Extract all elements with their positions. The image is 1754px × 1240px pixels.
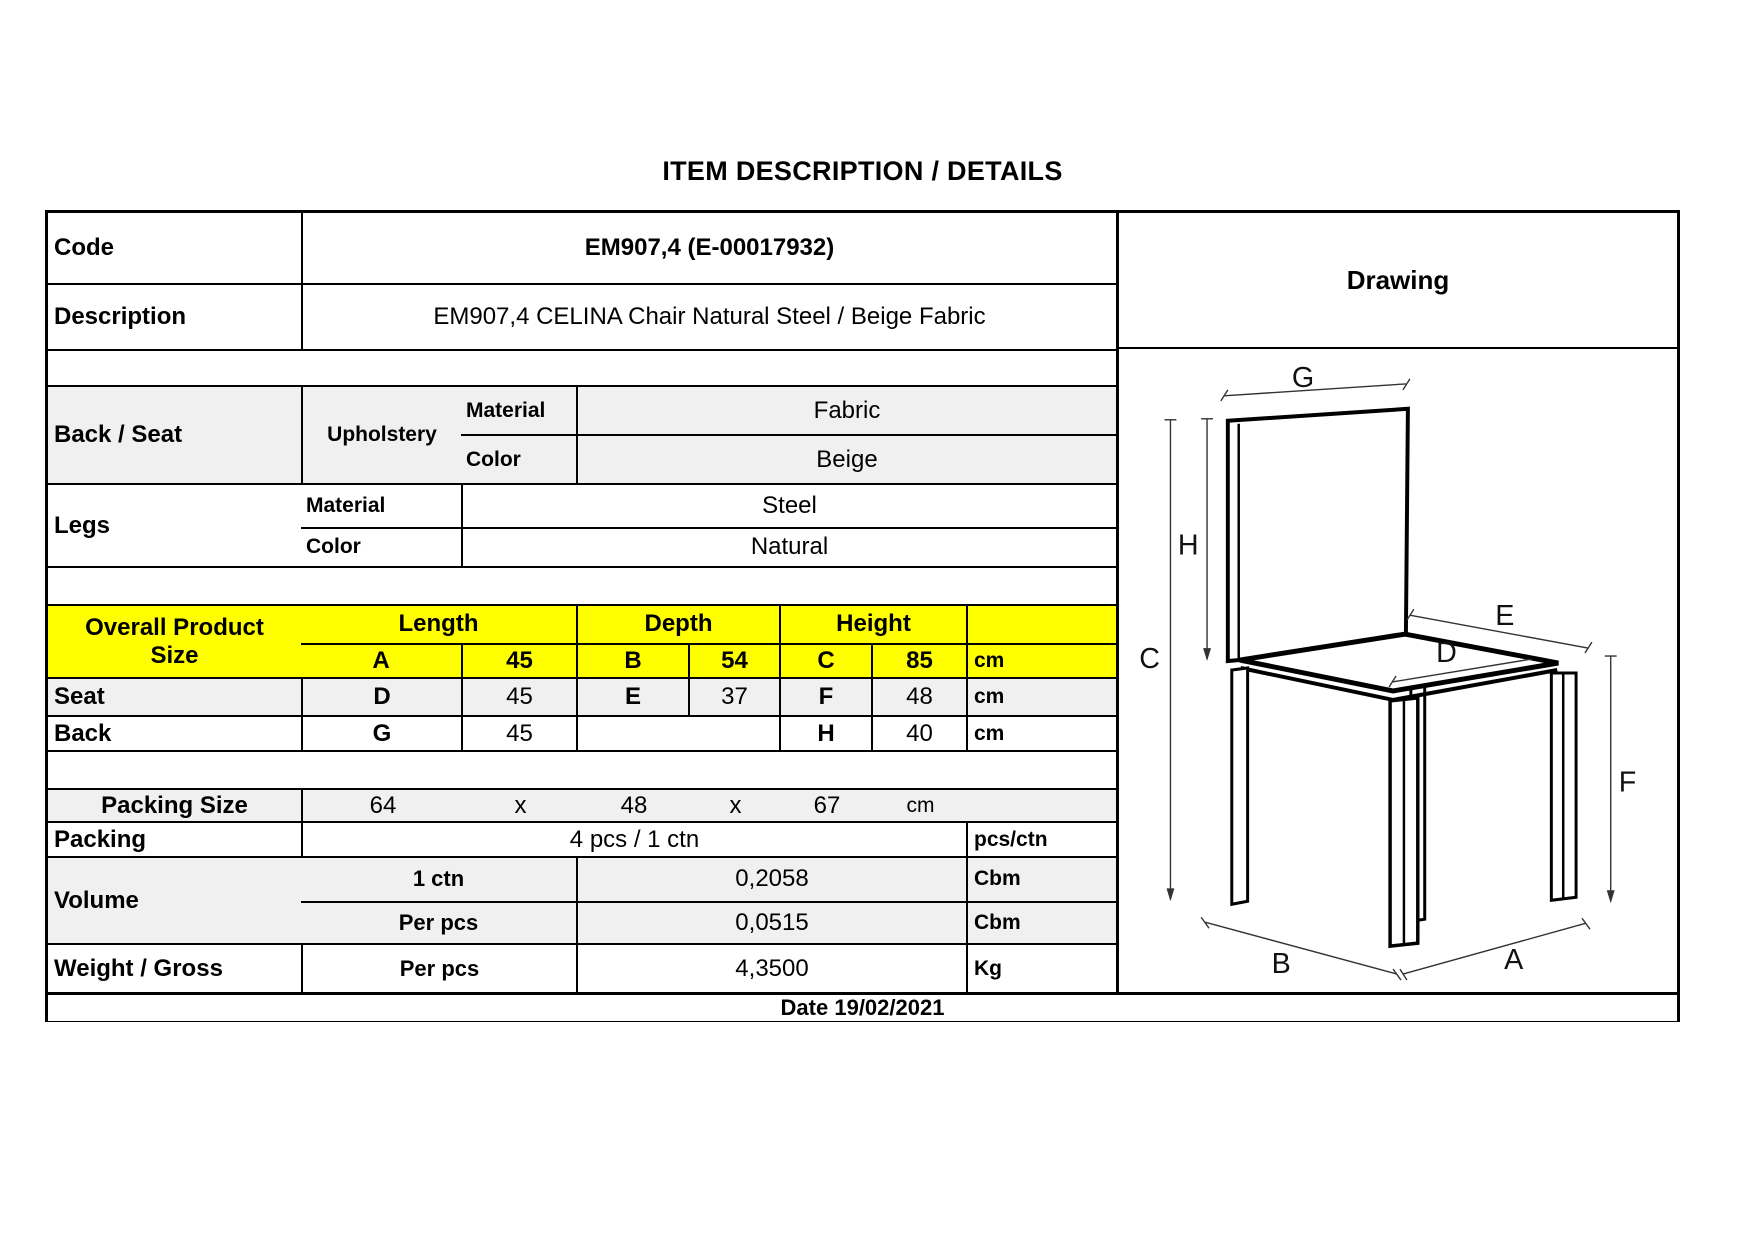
legs-color-value: Natural [461, 529, 1116, 566]
back-empty-cell [576, 717, 779, 750]
seat-row [48, 677, 1116, 715]
dim-line-g [1224, 384, 1406, 396]
drawing-panel [1116, 213, 1677, 992]
volume-row1-value: 0,2058 [576, 858, 966, 901]
overall-value-a: 45 [461, 645, 576, 677]
spacer-row-2 [48, 566, 1116, 604]
depth-header: Depth [576, 606, 779, 643]
packing-unit: pcs/ctn [966, 823, 1116, 856]
code-value: EM907,4 (E-00017932) [301, 213, 1116, 283]
date-row [48, 992, 1677, 1021]
back-row [48, 715, 1116, 750]
code-row [48, 213, 1116, 283]
packing-label: Packing [54, 825, 147, 853]
upholstery-material-label: Material [461, 387, 576, 434]
volume-label: Volume [48, 858, 301, 943]
overall-unit: cm [966, 645, 1116, 677]
seat-letter-f: F [779, 679, 871, 715]
page-title: ITEM DESCRIPTION / DETAILS [662, 156, 1063, 186]
upholstery-label: Upholstery [301, 387, 461, 483]
legs-detail [301, 485, 1116, 566]
back-value-h: 40 [871, 717, 966, 750]
packing-size-label: Packing Size [48, 790, 301, 821]
dim-tick [1400, 969, 1407, 980]
weight-label: Weight / Gross [54, 954, 223, 982]
seat-unit: cm [966, 679, 1116, 715]
back-seat-group [48, 385, 1116, 483]
seat-label: Seat [48, 679, 301, 715]
chair-drawing [1119, 349, 1677, 990]
chair-leg-left [1232, 668, 1248, 904]
code-label: Code [54, 234, 114, 261]
dim-label-d: D [1436, 636, 1457, 670]
seat-letter-e: E [576, 679, 688, 715]
overall-letter-a: A [301, 645, 461, 677]
volume-row1-label: 1 ctn [301, 858, 576, 901]
volume-group [48, 856, 1116, 943]
packing-size-x1: x [514, 791, 527, 819]
packing-size-values [301, 790, 1116, 821]
seat-letter-d: D [301, 679, 461, 715]
back-value-g: 45 [461, 717, 576, 750]
weight-row-unit: Kg [966, 945, 1116, 992]
chair-backrest [1228, 409, 1408, 661]
dim-label-h: H [1177, 529, 1199, 562]
drawing-area [1119, 349, 1677, 992]
packing-size-dim2: 48 [620, 791, 648, 819]
dim-arrow [1607, 890, 1615, 903]
weight-row-label: Per pcs [301, 945, 576, 992]
legs-label: Legs [54, 511, 111, 539]
dim-line-b [1205, 922, 1397, 974]
overall-letter-c: C [779, 645, 871, 677]
description-label: Description [54, 303, 187, 330]
volume-detail [301, 858, 1116, 943]
packing-size-unit: cm [906, 793, 935, 817]
overall-size-label-line1: Overall Product [85, 613, 264, 641]
date-text: Date 19/02/2021 [780, 995, 945, 1020]
description-row [48, 283, 1116, 349]
dim-label-g: G [1291, 361, 1315, 394]
packing-row [48, 821, 1116, 856]
seat-value-e: 37 [688, 679, 779, 715]
dim-label-e: E [1495, 600, 1515, 633]
spec-table [45, 210, 1680, 1022]
dim-label-c: C [1139, 642, 1161, 676]
packing-value: 4 pcs / 1 ctn [301, 823, 966, 856]
weight-row-value: 4,3500 [576, 945, 966, 992]
drawing-header: Drawing [1119, 213, 1677, 349]
spacer-row-1 [48, 349, 1116, 385]
back-letter-g: G [301, 717, 461, 750]
overall-size-cols [301, 606, 1116, 677]
back-seat-label: Back / Seat [48, 387, 301, 483]
packing-size-row [48, 788, 1116, 821]
description-value: EM907,4 CELINA Chair Natural Steel / Beige Fabric [301, 285, 1116, 349]
dim-line-a [1403, 923, 1586, 977]
legs-group [48, 483, 1116, 566]
height-header: Height [779, 606, 966, 643]
packing-size-dim3: 67 [813, 791, 841, 819]
volume-row2-value: 0,0515 [576, 903, 966, 943]
overall-value-c: 85 [871, 645, 966, 677]
seat-value-f: 48 [871, 679, 966, 715]
overall-size-group [48, 604, 1116, 677]
packing-size-x2: x [729, 791, 742, 819]
dim-label-f: F [1618, 766, 1637, 799]
details-table [48, 213, 1116, 992]
volume-row2-unit: Cbm [966, 903, 1116, 943]
legs-color-label: Color [306, 535, 361, 559]
legs-material-label: Material [306, 493, 386, 517]
back-label: Back [54, 719, 112, 747]
upholstery-color-label: Color [461, 436, 576, 483]
packing-size-dim1: 64 [369, 791, 397, 819]
upholstery-detail [461, 387, 1116, 483]
overall-letter-b: B [576, 645, 688, 677]
seat-value-d: 45 [461, 679, 576, 715]
size-header-empty [966, 606, 1116, 643]
weight-row [48, 943, 1116, 992]
overall-value-b: 54 [688, 645, 779, 677]
back-letter-h: H [779, 717, 871, 750]
length-header: Length [301, 606, 576, 643]
spacer-row-3 [48, 750, 1116, 788]
back-unit: cm [966, 717, 1116, 750]
dim-label-a: A [1504, 943, 1524, 977]
volume-row2-label: Per pcs [301, 903, 576, 943]
volume-row1-unit: Cbm [966, 858, 1116, 901]
legs-material-value: Steel [461, 485, 1116, 527]
overall-size-label [48, 606, 301, 677]
dim-label-b: B [1271, 947, 1291, 981]
upholstery-color-value: Beige [576, 436, 1116, 483]
dim-tick [1393, 969, 1401, 980]
overall-size-label-line2: Size [150, 641, 199, 669]
upholstery-material-value: Fabric [576, 387, 1116, 434]
dim-arrow [1166, 888, 1174, 901]
dim-arrow [1203, 648, 1211, 661]
